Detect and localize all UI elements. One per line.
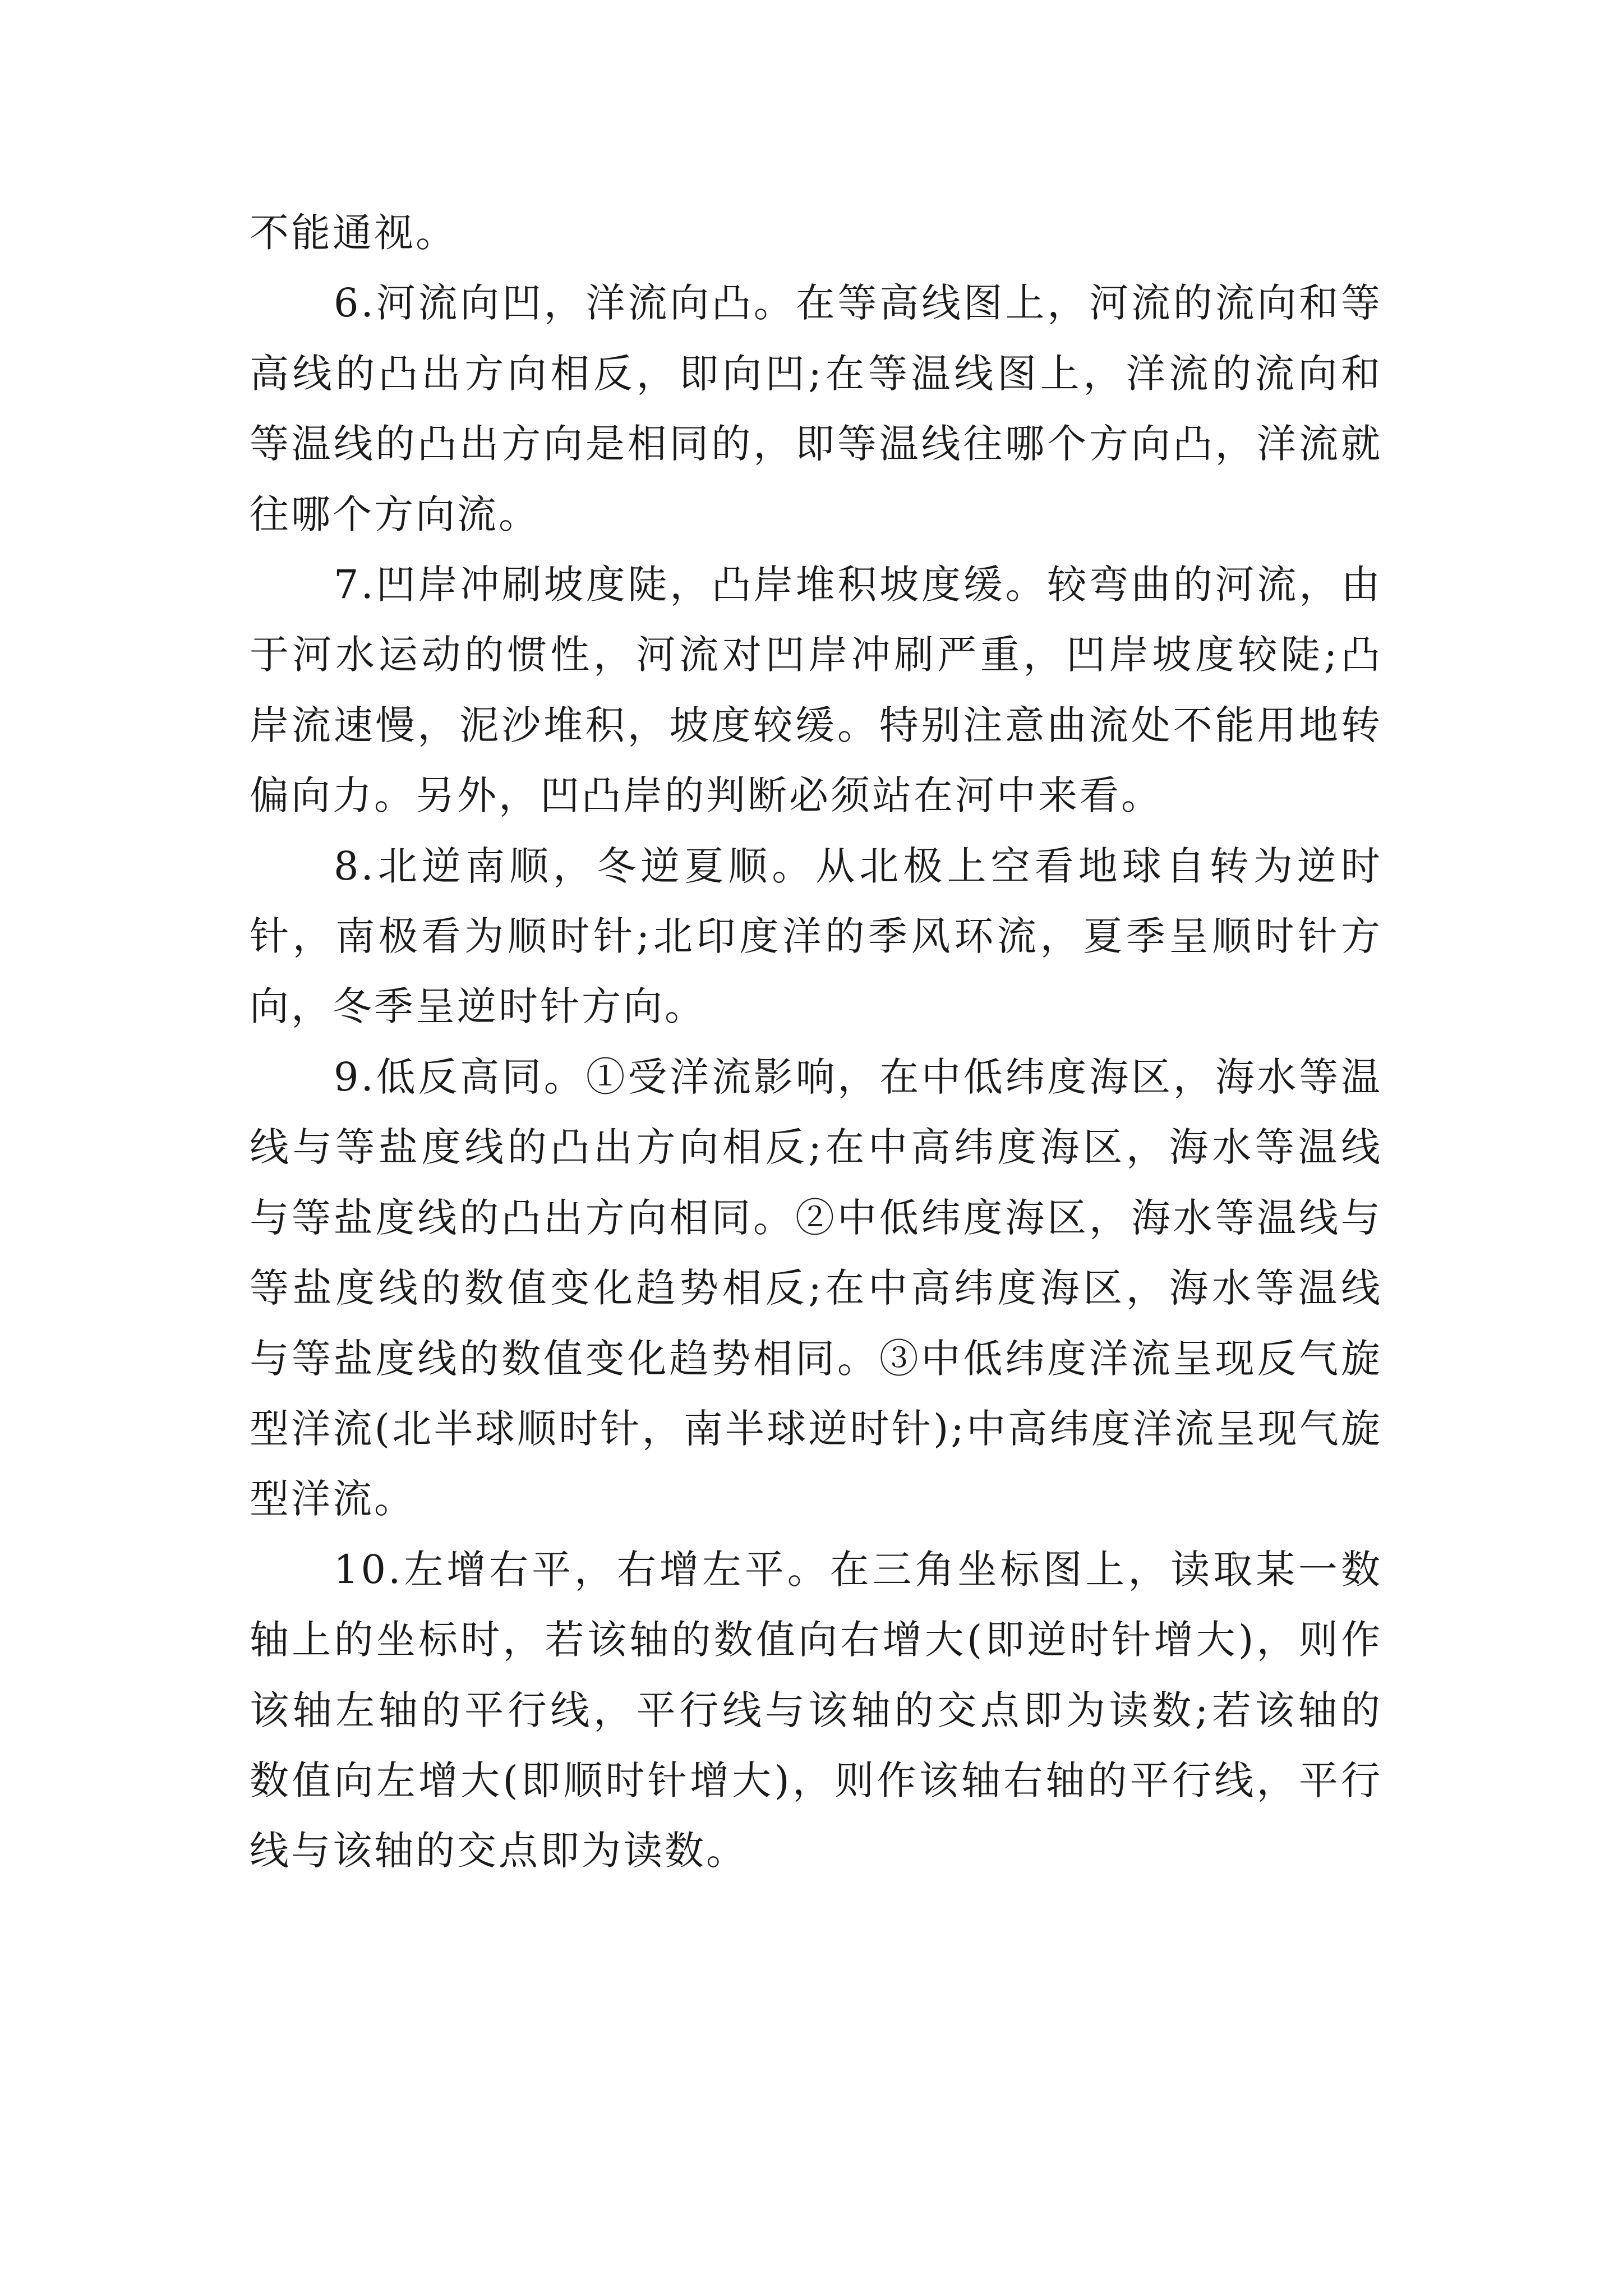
paragraph-item-6: 6.河流向凹，洋流向凸。在等高线图上，河流的流向和等高线的凸出方向相反，即向凹;在等温线图上，洋流的流向和等温线的凸出方向是相同的，即等温线往哪个方向凸，洋流就往哪个方向流。 — [250, 280, 1382, 537]
paragraph-item-10: 10.左增右平，右增左平。在三角坐标图上，读取某一数轴上的坐标时，若该轴的数值向右增大(即逆时针增大)，则作该轴左轴的平行线，平行线与该轴的交点即为读数;若该轴的数值向左增大(即顺时针增大)，则作该轴右轴的平行线，平行线与该轴的交点即为读数。 — [250, 1546, 1382, 1874]
paragraph-item-9: 9.低反高同。①受洋流影响，在中低纬度海区，海水等温线与等盐度线的凸出方向相反;在中高纬度海区，海水等温线与等盐度线的凸出方向相同。②中低纬度海区，海水等温线与等盐度线的数值变化趋势相反;在中高纬度海区，海水等温线与等盐度线的数值变化趋势相同。③中低纬度洋流呈现反气旋型洋流(北半球顺时针，南半球逆时针);中高纬度洋流呈现气旋型洋流。 — [250, 1053, 1382, 1522]
document-body — [250, 198, 1382, 1887]
paragraph-item-7: 7.凹岸冲刷坡度陡，凸岸堆积坡度缓。较弯曲的河流，由于河水运动的惯性，河流对凹岸冲刷严重，凹岸坡度较陡;凸岸流速慢，泥沙堆积，坡度较缓。特别注意曲流处不能用地转偏向力。另外，凹凸岸的判断必须站在河中来看。 — [250, 562, 1382, 819]
paragraph-item-8: 8.北逆南顺，冬逆夏顺。从北极上空看地球自转为逆时针，南极看为顺时针;北印度洋的季风环流，夏季呈顺时针方向，冬季呈逆时针方向。 — [250, 843, 1382, 1030]
paragraph-continuation: 不能通视。 — [250, 210, 457, 256]
